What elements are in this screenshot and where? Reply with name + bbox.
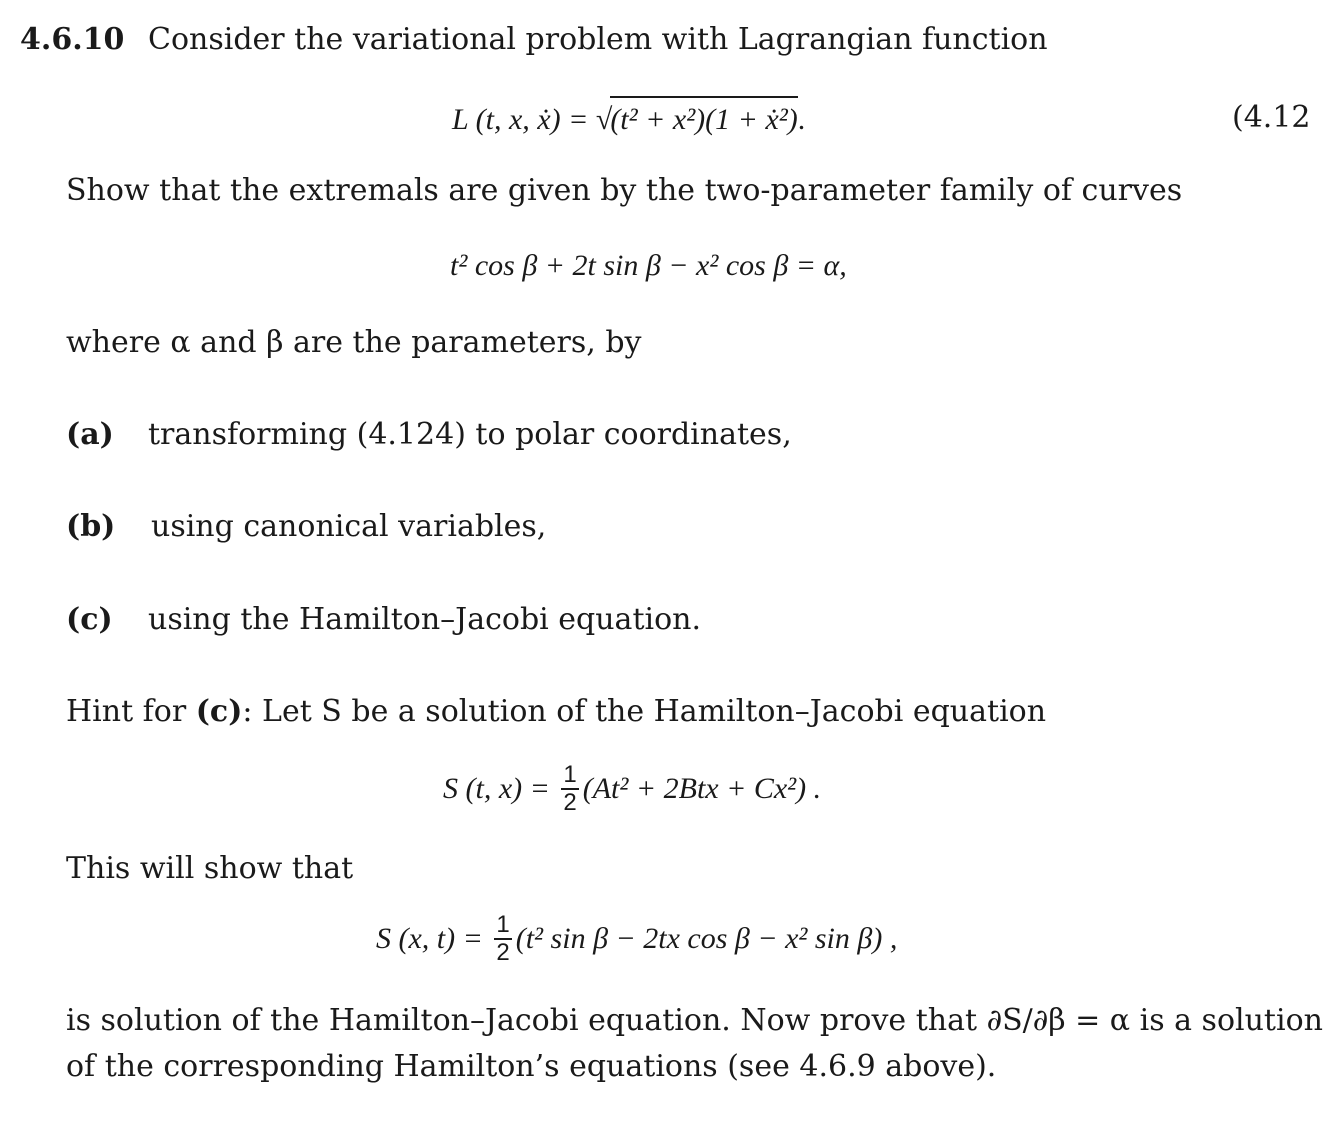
extremals-equation: t² cos β + 2t sin β − x² cos β = α,	[450, 249, 847, 282]
exercise-number: 4.6.10	[20, 22, 125, 57]
s-sol-rhs: (t² sin β − 2tx cos β − x² sin β) ,	[515, 922, 898, 955]
lagrangian-rhs: (t² + x²)(1 + ẋ²)	[610, 96, 797, 140]
hint-prefix: Hint for	[66, 694, 187, 729]
part-b-label: (b)	[66, 509, 116, 544]
show-text: Show that the extremals are given by the two-parameter family of curves	[66, 173, 1183, 208]
hint-line	[66, 694, 1046, 730]
closing-line-2: of the corresponding Hamilton’s equations (see 4.6.9 above).	[66, 1049, 997, 1084]
part-c-text: using the Hamilton–Jacobi equation.	[148, 602, 702, 637]
where-text: where α and β are the parameters, by	[66, 325, 642, 360]
lagrangian-lhs: L (t, x, ẋ) =	[452, 103, 596, 136]
exercise-intro: Consider the variational problem with Lagrangian function	[148, 22, 1048, 57]
equation-tag: (4.12	[1232, 100, 1311, 135]
s-hint-fraction: $\frac{1}{2}$	[563, 761, 577, 816]
s-hint-rhs: (At² + 2Btx + Cx²) .	[582, 772, 822, 805]
part-c-label: (c)	[66, 602, 113, 637]
s-solution-equation	[376, 912, 897, 966]
part-a-label: (a)	[66, 417, 114, 452]
sqrt-sign: √	[595, 103, 613, 136]
lagrangian-period: .	[797, 103, 806, 136]
s-sol-fraction: $\frac{1}{2}$	[496, 911, 510, 966]
s-sol-lhs: S (x, t) =	[376, 922, 491, 955]
hint-label: (c)	[195, 694, 243, 729]
closing-line-1: is solution of the Hamilton–Jacobi equation. Now prove that ∂S/∂β = α is a solution	[66, 1003, 1323, 1038]
part-b-text: using canonical variables,	[151, 509, 547, 544]
s-hint-lhs: S (t, x) =	[443, 772, 558, 805]
s-hint-equation	[443, 762, 821, 816]
hint-text: : Let S be a solution of the Hamilton–Jacobi equation	[242, 694, 1047, 729]
part-a-text: transforming (4.124) to polar coordinates,	[148, 417, 792, 452]
lagrangian-equation	[452, 96, 805, 140]
this-will-show: This will show that	[66, 851, 354, 886]
